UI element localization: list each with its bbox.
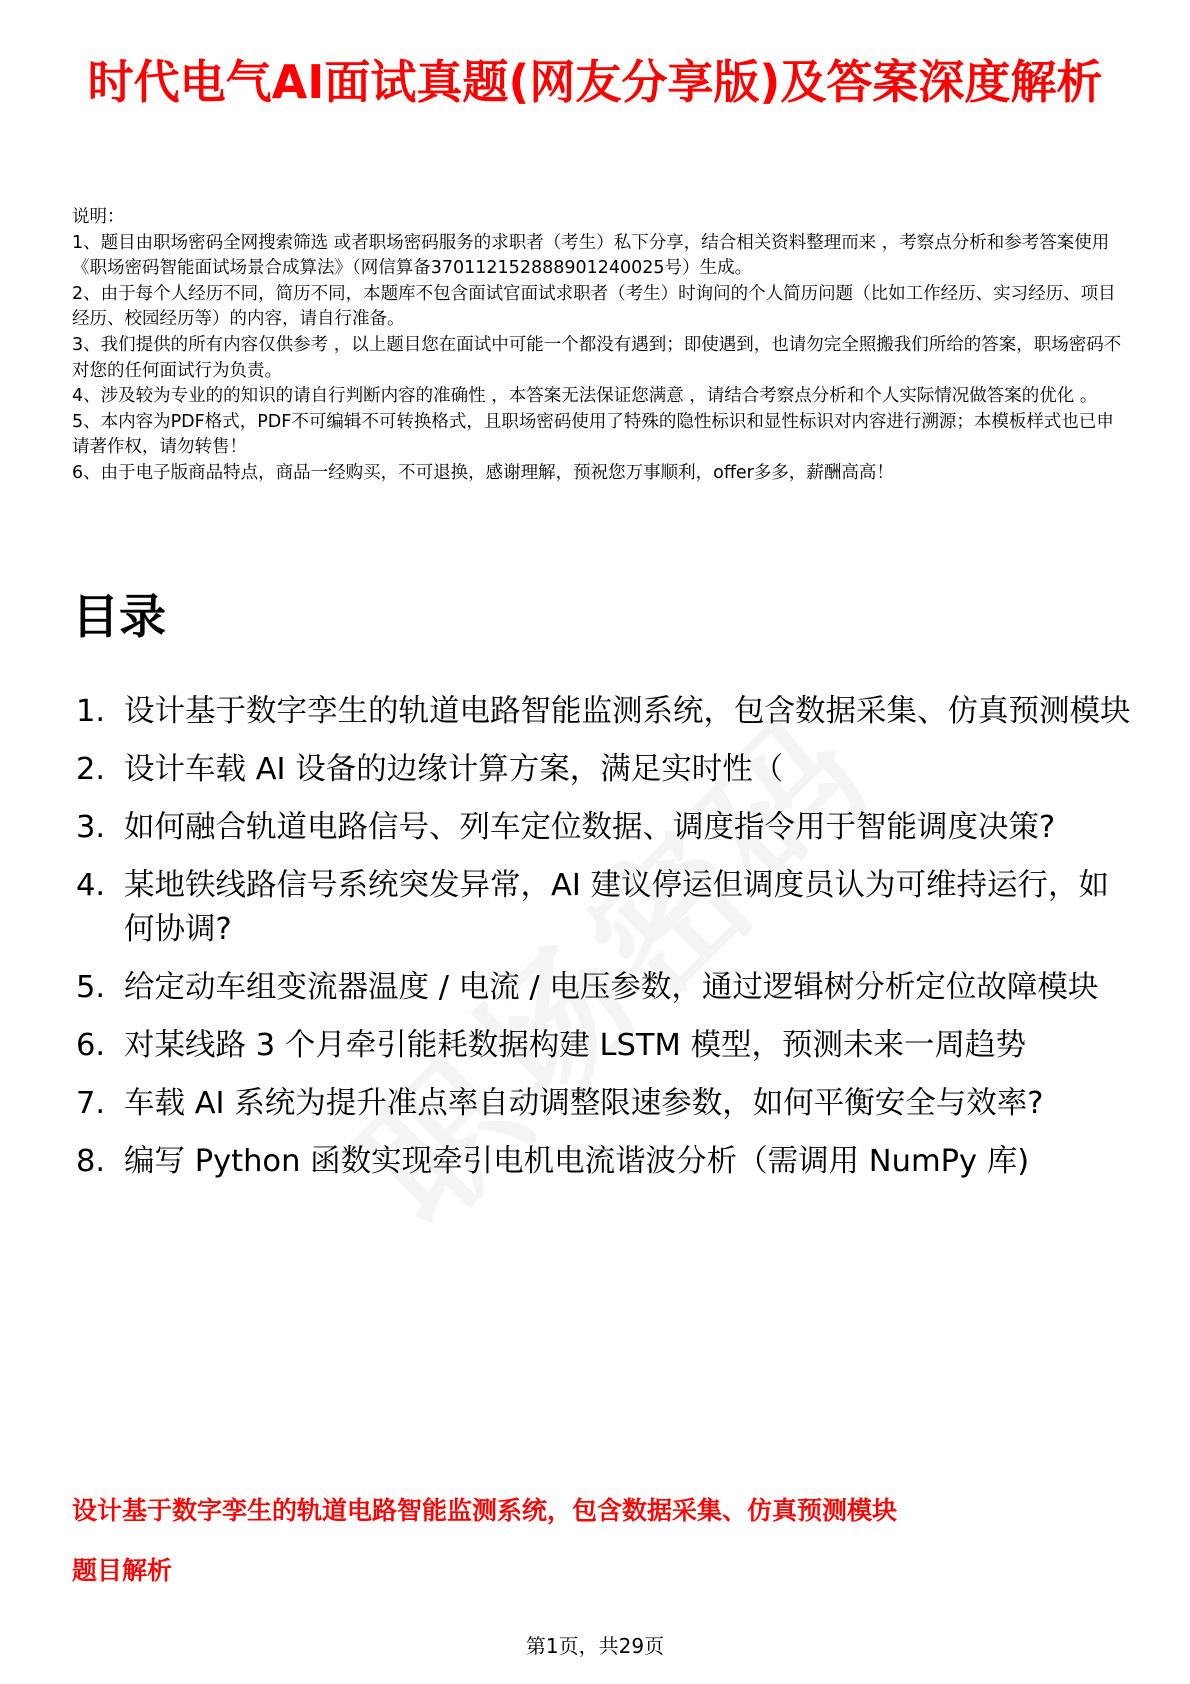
toc-item-number: 5. bbox=[76, 970, 106, 1005]
toc-item[interactable] bbox=[72, 806, 1132, 850]
notes-block bbox=[72, 205, 1122, 487]
section-subtitle: 题目解析 bbox=[72, 1556, 173, 1585]
notes-item: 5、本内容为PDF格式，PDF不可编辑不可转换格式，且职场密码使用了特殊的隐性标识和显性标识对内容进行溯源；本模板样式也已申请著作权，请勿转售！ bbox=[72, 411, 1114, 458]
toc-item-number: 3. bbox=[76, 810, 106, 845]
toc-item-number: 2. bbox=[76, 752, 106, 787]
notes-heading: 说明： bbox=[72, 207, 125, 227]
toc-heading: 目录 bbox=[72, 590, 166, 645]
toc-item-text: 编写 Python 函数实现牵引电机电流谐波分析（需调用 NumPy 库) bbox=[124, 1144, 1030, 1179]
toc-item[interactable] bbox=[72, 748, 1132, 792]
toc-item-number: 1. bbox=[76, 694, 106, 729]
toc-item-text: 设计基于数字孪生的轨道电路智能监测系统，包含数据采集、仿真预测模块 bbox=[124, 694, 1131, 729]
toc-item-text: 设计车载 AI 设备的边缘计算方案，满足实时性（ bbox=[124, 752, 784, 787]
notes-item: 3、我们提供的所有内容仅供参考 ，以上题目您在面试中可能一个都没有遇到；即使遇到，也请勿完全照搬我们所给的答案，职场密码不对您的任何面试行为负责。 bbox=[72, 334, 1122, 381]
toc-item-text: 车载 AI 系统为提升准点率自动调整限速参数，如何平衡安全与效率? bbox=[124, 1086, 1044, 1121]
toc-item[interactable] bbox=[72, 1140, 1132, 1184]
toc-item-number: 4. bbox=[76, 868, 106, 903]
toc-item[interactable] bbox=[72, 690, 1132, 734]
toc-item-number: 8. bbox=[76, 1144, 106, 1179]
toc-item-text: 对某线路 3 个月牵引能耗数据构建 LSTM 模型，预测未来一周趋势 bbox=[124, 1028, 1026, 1063]
toc-item[interactable] bbox=[72, 966, 1132, 1010]
notes-item: 6、由于电子版商品特点，商品一经购买，不可退换，感谢理解，预祝您万事顺利，offer多多，薪酬高高！ bbox=[72, 462, 894, 483]
toc-list bbox=[72, 690, 1132, 1198]
notes-item: 2、由于每个人经历不同，简历不同，本题库不包含面试官面试求职者（考生）时询问的个人简历问题（比如工作经历、实习经历、项目经历、校园经历等）的内容，请自行准备。 bbox=[72, 283, 1116, 330]
document-title: 时代电气AI面试真题(网友分享版)及答案深度解析 bbox=[87, 55, 1103, 109]
notes-item: 4、涉及较为专业的的知识的请自行判断内容的准确性 ，本答案无法保证您满意 ，请结合考察点分析和个人实际情况做答案的优化 。 bbox=[72, 386, 1098, 407]
toc-item-text: 某地铁线路信号系统突发异常，AI 建议停运但调度员认为可维持运行，如何协调? bbox=[124, 868, 1110, 947]
toc-item-number: 7. bbox=[76, 1086, 106, 1121]
toc-item[interactable] bbox=[72, 1082, 1132, 1126]
notes-item: 1、题目由职场密码全网搜索筛选 或者职场密码服务的求职者（考生）私下分享，结合相关资料整理而来 ，考察点分析和参考答案使用《职场密码智能面试场景合成算法》（网信算备370112152888901240025号）生成。 bbox=[72, 232, 1110, 279]
section-title: 设计基于数字孪生的轨道电路智能监测系统，包含数据采集、仿真预测模块 bbox=[72, 1496, 898, 1525]
page-number: 第1页，共29页 bbox=[525, 1634, 665, 1658]
toc-item-text: 给定动车组变流器温度 / 电流 / 电压参数，通过逻辑树分析定位故障模块 bbox=[124, 970, 1099, 1005]
toc-item[interactable] bbox=[72, 864, 1132, 952]
toc-item-text: 如何融合轨道电路信号、列车定位数据、调度指令用于智能调度决策? bbox=[124, 810, 1056, 845]
toc-item[interactable] bbox=[72, 1024, 1132, 1068]
toc-item-number: 6. bbox=[76, 1028, 106, 1063]
